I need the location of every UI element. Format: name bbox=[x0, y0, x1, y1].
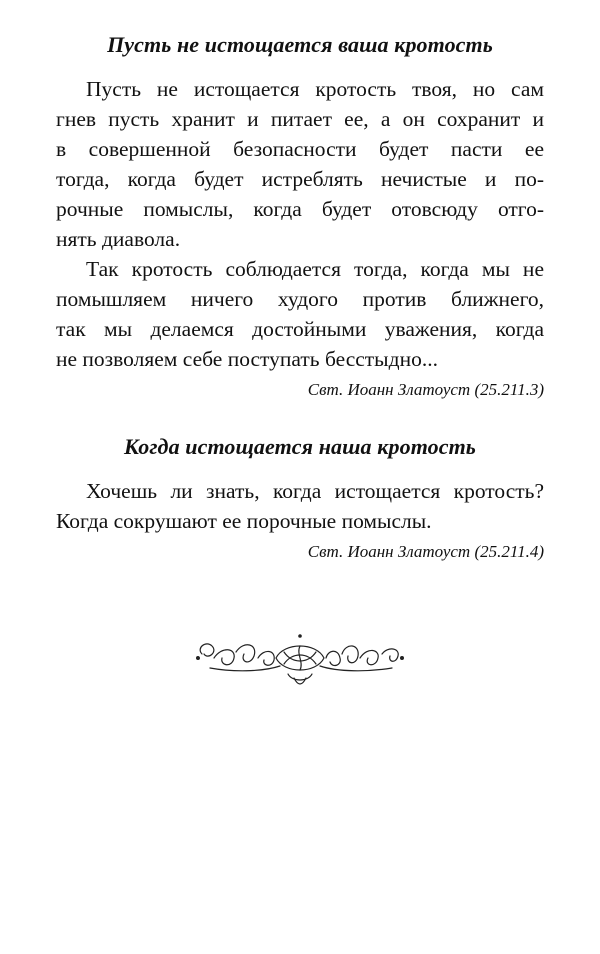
text-line: не позволяем себе поступать бесстыдно... bbox=[56, 347, 438, 371]
text-line: Когда сокрушают ее порочные помыслы. bbox=[56, 509, 432, 533]
attribution: Свт. Иоанн Златоуст (25.211.4) bbox=[307, 542, 544, 561]
paragraph bbox=[56, 254, 544, 374]
text-line: помышляем ничего худого против ближнего, bbox=[56, 287, 544, 311]
text-line: Хочешь ли знать, когда истощается кротость? bbox=[86, 479, 544, 503]
attribution: Свт. Иоанн Златоуст (25.211.3) bbox=[307, 380, 544, 399]
paragraph bbox=[56, 476, 544, 536]
text-line: так мы делаемся достойными уважения, когда bbox=[56, 317, 544, 341]
text-line: в совершенной безопасности будет пасти ее bbox=[56, 137, 544, 161]
text-line: Пусть не истощается кротость твоя, но сам bbox=[86, 77, 544, 101]
section-title-when-meekness-exhausted: Когда истощается наша кротость bbox=[124, 434, 476, 459]
section-title-meekness-not-exhausted: Пусть не истощается ваша кротость bbox=[107, 32, 493, 57]
text-line: гнев пусть хранит и питает ее, а он сохранит и bbox=[56, 107, 544, 131]
paragraph bbox=[56, 74, 544, 254]
section-body bbox=[56, 74, 544, 402]
text-line: нять диавола. bbox=[56, 227, 181, 251]
section-body bbox=[56, 476, 544, 564]
page bbox=[56, 30, 544, 564]
text-line: рочные помыслы, когда будет отовсюду отго- bbox=[56, 197, 544, 221]
text-line: Так кротость соблюдается тогда, когда мы не bbox=[86, 257, 544, 281]
decorative-flourish-icon bbox=[192, 628, 408, 692]
text-line: тогда, когда будет истреблять нечистые и по- bbox=[56, 167, 544, 191]
